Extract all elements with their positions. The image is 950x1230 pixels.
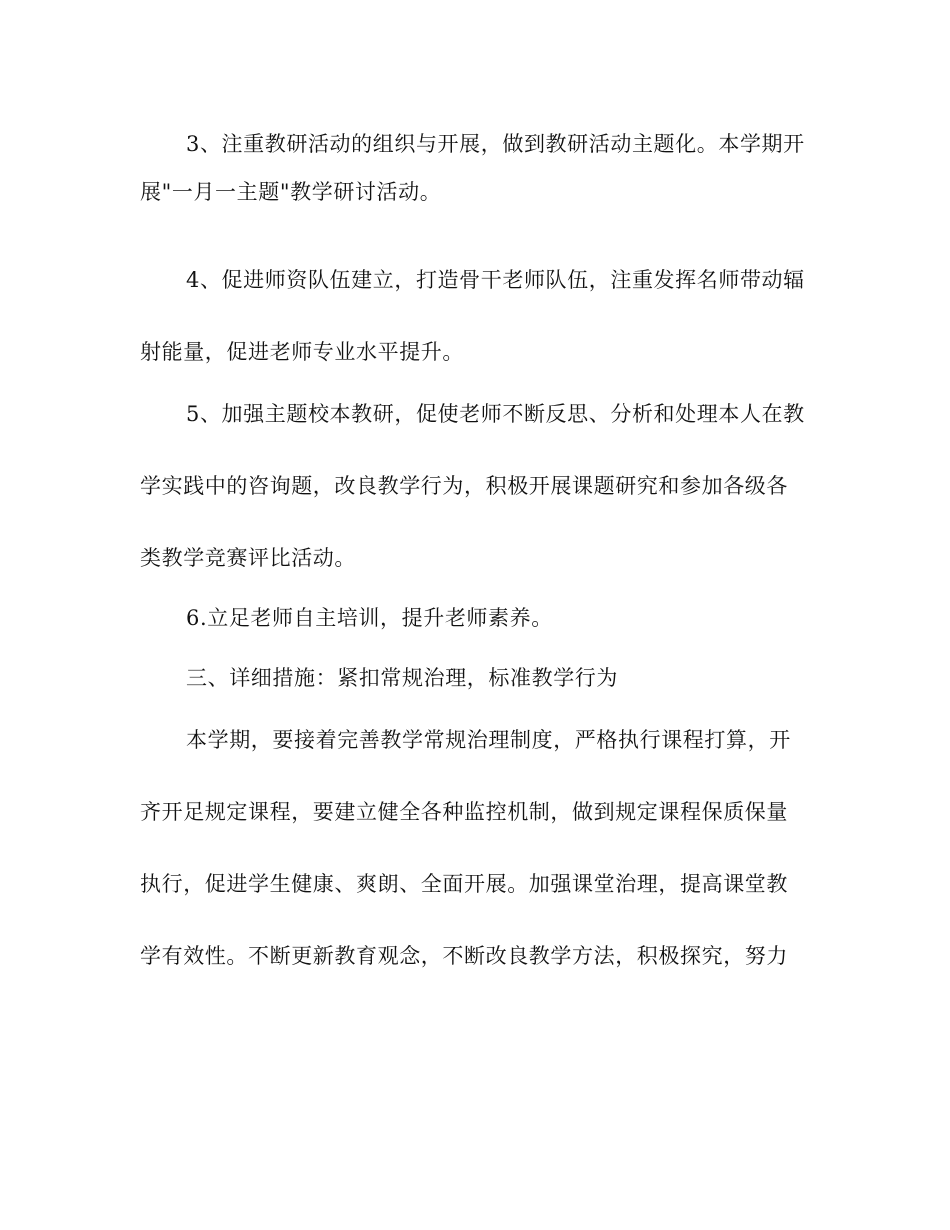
paragraph-3-line-1: 3、注重教研活动的组织与开展，做到教研活动主题化。本学期开 — [186, 132, 805, 156]
paragraph-measures-line-1: 本学期，要接着完善教学常规治理制度，严格执行课程打算，开 — [186, 728, 791, 752]
paragraph-4-line-2: 射能量，促进老师专业水平提升。 — [140, 340, 464, 364]
paragraph-measures-line-4: 学有效性。不断更新教育观念，不断改良教学方法，积极探究，努力 — [140, 944, 788, 968]
paragraph-3-line-2: 展"一月一主题"教学研讨活动。 — [140, 180, 442, 204]
paragraph-5-line-2: 学实践中的咨询题，改良教学行为，积极开展课题研究和参加各级各 — [140, 474, 788, 498]
paragraph-5-line-3: 类教学竞赛评比活动。 — [140, 546, 356, 570]
paragraph-measures-line-3: 执行，促进学生健康、爽朗、全面开展。加强课堂治理，提高课堂教 — [140, 872, 788, 896]
paragraph-5-line-1: 5、加强主题校本教研，促使老师不断反思、分析和处理本人在教 — [186, 402, 805, 426]
paragraph-4-line-1: 4、促进师资队伍建立，打造骨干老师队伍，注重发挥名师带动辐 — [186, 268, 805, 292]
paragraph-measures-line-2: 齐开足规定课程，要建立健全各种监控机制，做到规定课程保质保量 — [140, 800, 788, 824]
paragraph-6-line-1: 6.立足老师自主培训，提升老师素养。 — [186, 606, 553, 630]
section-heading-measures: 三、详细措施：紧扣常规治理，标准教学行为 — [186, 666, 618, 690]
